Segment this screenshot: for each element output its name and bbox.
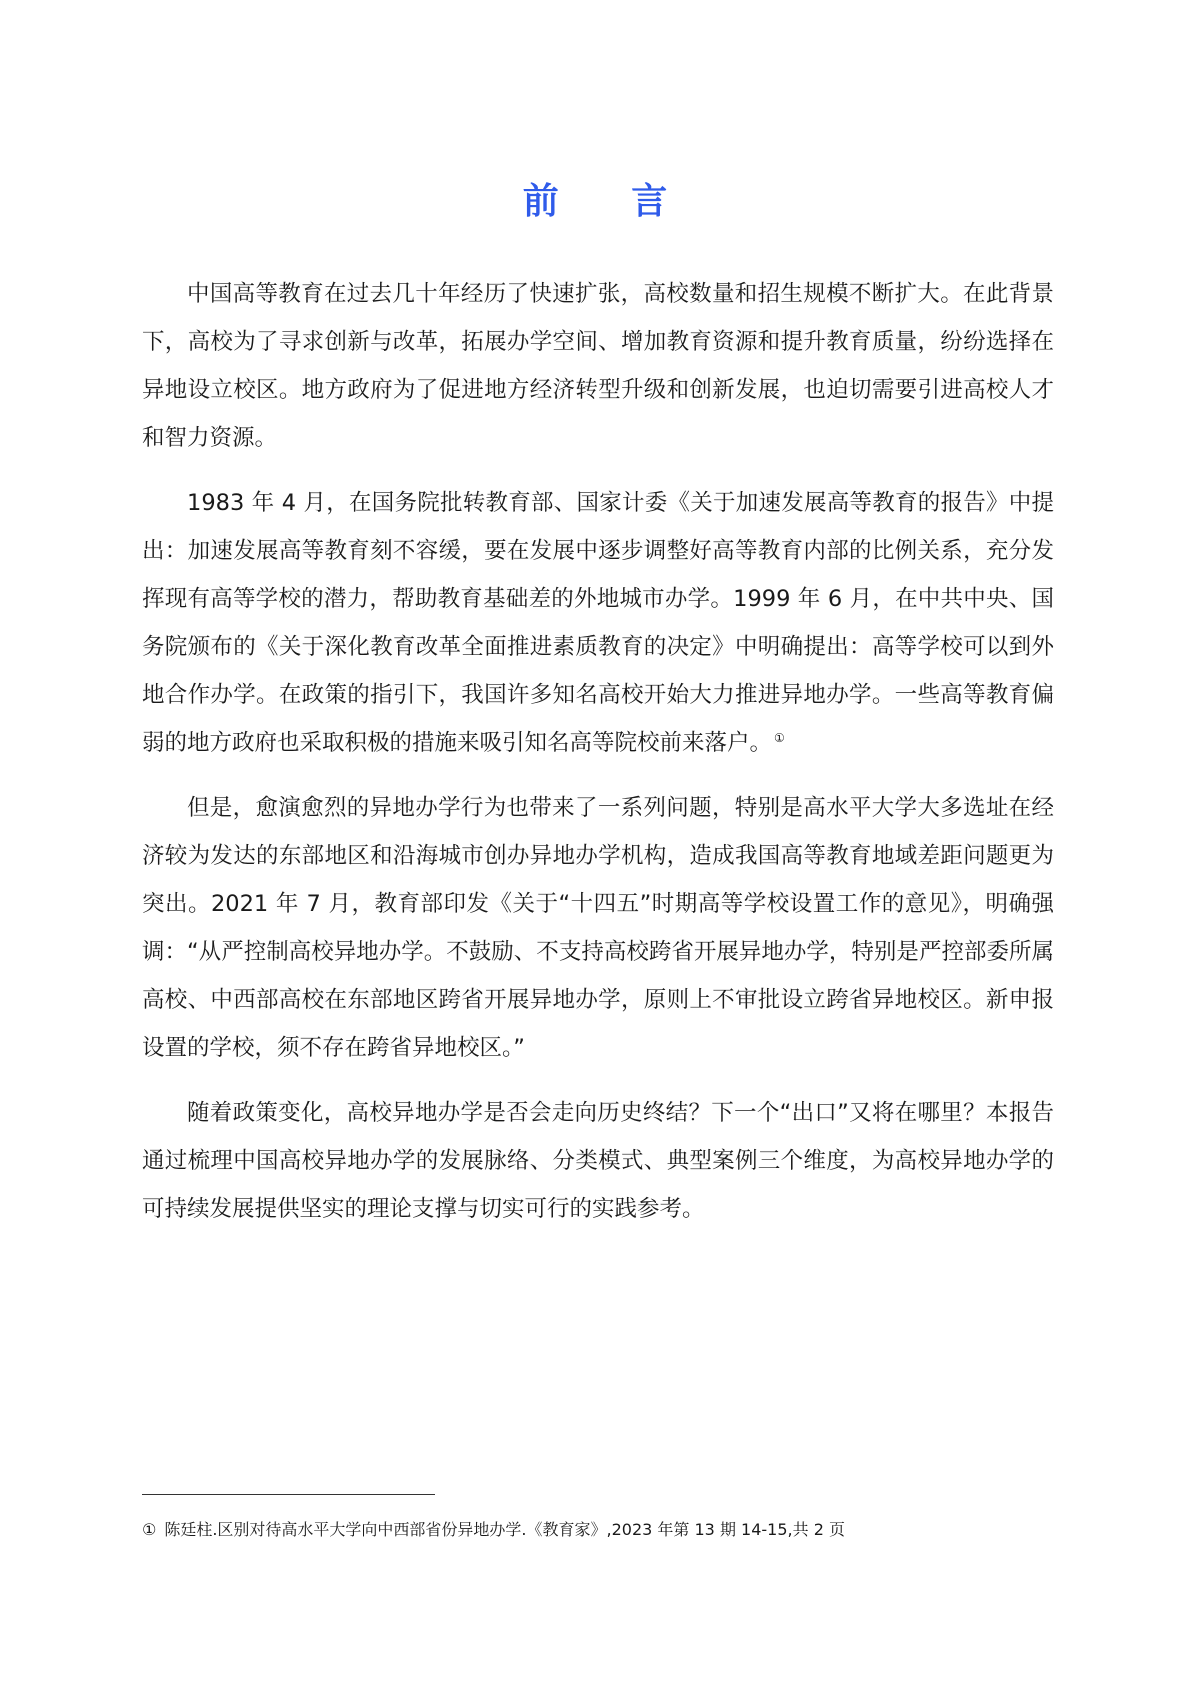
body-text (142, 270, 1054, 1250)
paragraph-1: 中国高等教育在过去几十年经历了快速扩张，高校数量和招生规模不断扩大。在此背景下，高校为了寻求创新与改革，拓展办学空间、增加教育资源和提升教育质量，纷纷选择在异地设立校区。地方政府为了促进地方经济转型升级和创新发展，也迫切需要引进高校人才和智力资源。 (142, 281, 1054, 451)
footnote-text: 陈廷柱.区别对待高水平大学向中西部省份异地办学.《教育家》,2023 年第 13 期 14-15,共 2 页 (164, 1520, 845, 1539)
footnote-number: ① (142, 1520, 157, 1539)
paragraph-2-text: 1983 年 4 月，在国务院批转教育部、国家计委《关于加速发展高等教育的报告》中提出：加速发展高等教育刻不容缓，要在发展中逐步调整好高等教育内部的比例关系，充分发挥现有高等学校的潜力，帮助教育基础差的外地城市办学。1999 年 6 月，在中共中央、国务院颁布的《关于深化教育改革全面推进素质教育的决定》中明确提出：高等学校可以到外地合作办学。在政策的指引下，我国许多知名高校开始大力推进异地办学。一些高等教育偏弱的地方政府也采取积极的措施来吸引知名高等院校前来落户。 (142, 490, 1054, 756)
page-title: 前 言 (522, 181, 698, 222)
footnote-reference[interactable]: ① (774, 730, 785, 745)
footnote-divider (142, 1494, 435, 1495)
paragraph-4: 随着政策变化，高校异地办学是否会走向历史终结？下一个“出口”又将在哪里？本报告通过梳理中国高校异地办学的发展脉络、分类模式、典型案例三个维度，为高校异地办学的可持续发展提供坚实的理论支撑与切实可行的实践参考。 (142, 1100, 1054, 1222)
paragraph-3: 但是，愈演愈烈的异地办学行为也带来了一系列问题，特别是高水平大学大多选址在经济较为发达的东部地区和沿海城市创办异地办学机构，造成我国高等教育地域差距问题更为突出。2021 年 7 月，教育部印发《关于“十四五”时期高等学校设置工作的意见》，明确强调：“从严控制高校异地办学。不鼓励、不支持高校跨省开展异地办学，特别是严控部委所属高校、中西部高校在东部地区跨省开展异地办学，原则上不审批设立跨省异地校区。新申报设置的学校，须不存在跨省异地校区。” (142, 795, 1054, 1061)
footnote (142, 1518, 1054, 1542)
paragraph-2 (142, 479, 1054, 767)
